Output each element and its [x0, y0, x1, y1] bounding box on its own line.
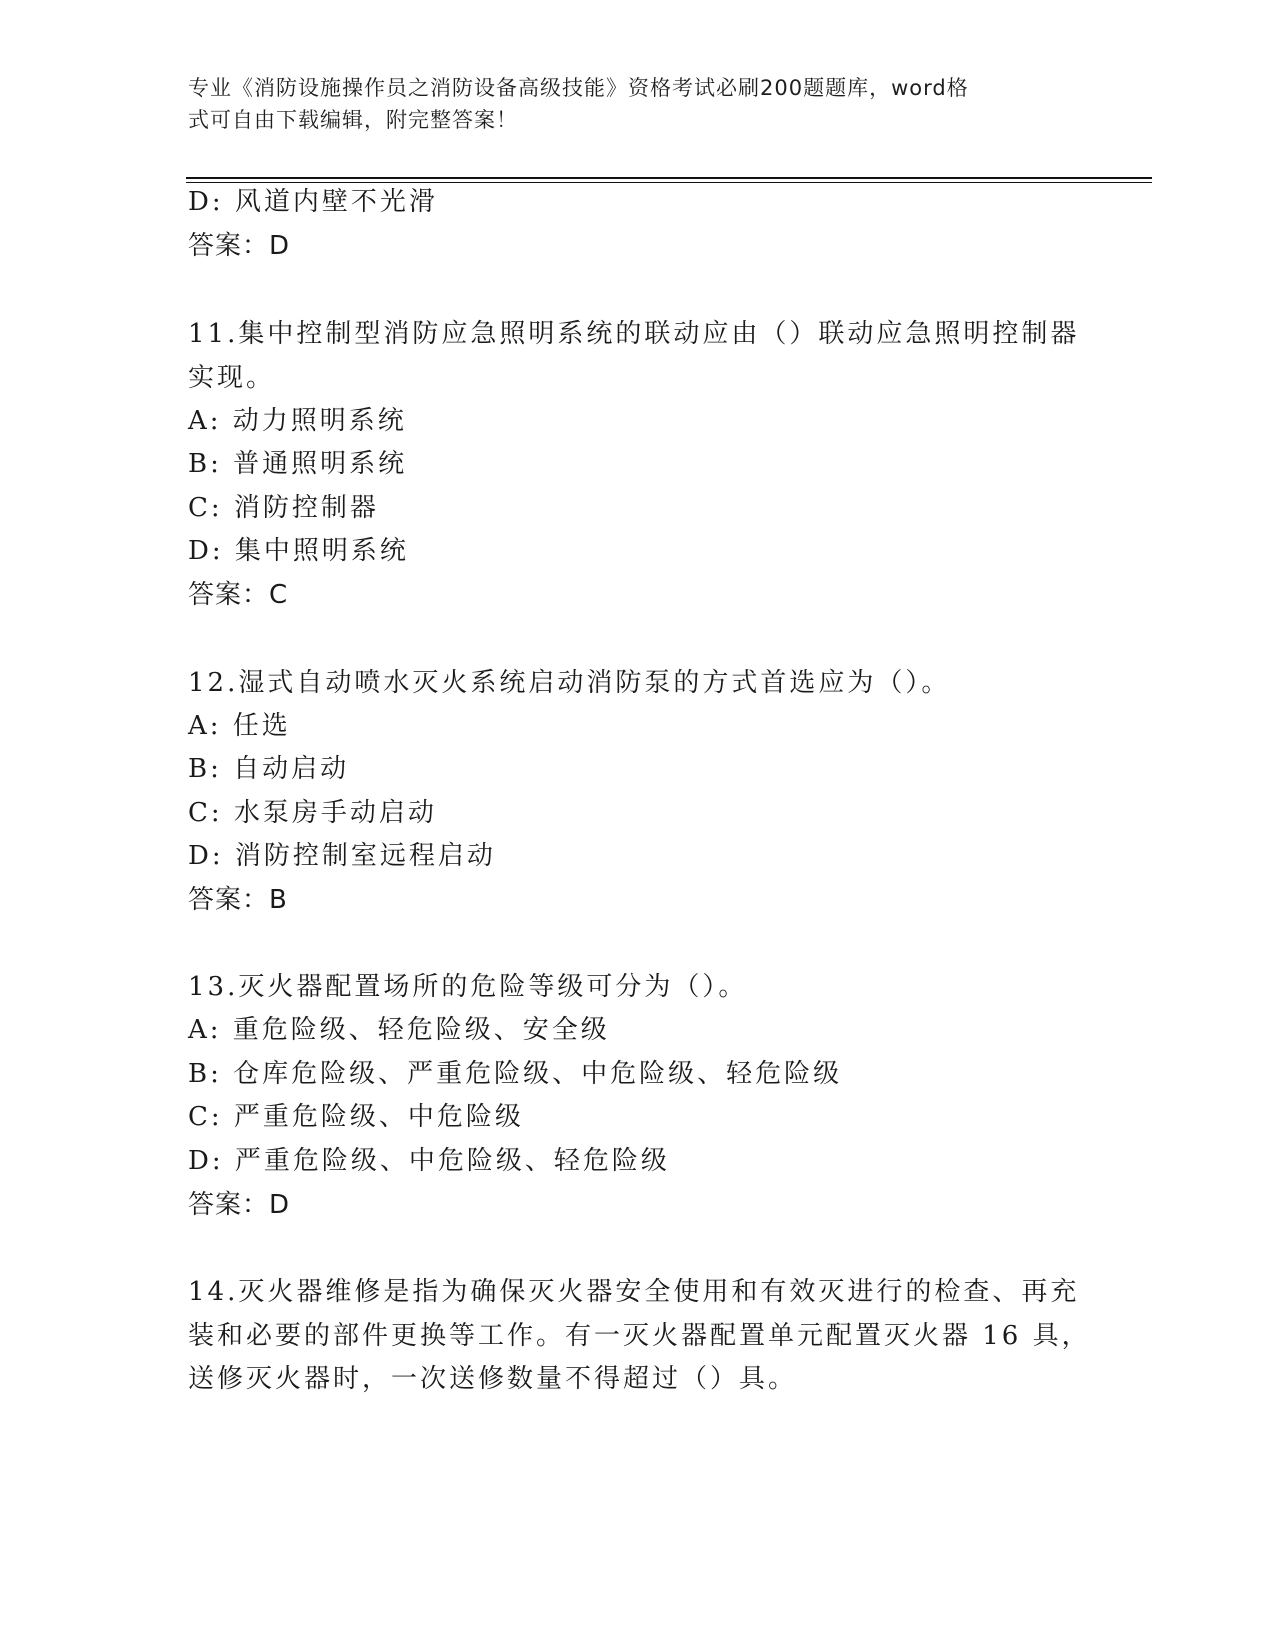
header-divider-thick [186, 177, 1152, 179]
q11-option-a: A: 动力照明系统 [188, 406, 407, 436]
q13-option-b: B: 仓库危险级、严重危险级、中危险级、轻危险级 [188, 1059, 843, 1089]
q12-answer: 答案：B [188, 885, 288, 915]
q12-option-a: A: 任选 [188, 711, 291, 741]
header-divider-thin [186, 182, 1152, 183]
q13-option-c: C: 严重危险级、中危险级 [188, 1102, 524, 1132]
q12-option-c: C: 水泵房手动启动 [188, 798, 437, 828]
q13-option-d: D: 严重危险级、中危险级、轻危险级 [188, 1146, 670, 1176]
q11-option-d: D: 集中照明系统 [188, 536, 409, 566]
q14-stem-line-2: 装和必要的部件更换等工作。有一灭火器配置单元配置灭火器 16 具， [188, 1321, 1091, 1351]
q14-stem-line-1: 14.灭火器维修是指为确保灭火器安全使用和有效灭进行的检查、再充 [188, 1277, 1080, 1307]
q12-option-d: D: 消防控制室远程启动 [188, 841, 496, 871]
q14-stem-line-3: 送修灭火器时，一次送修数量不得超过（）具。 [188, 1364, 798, 1394]
q11-option-c: C: 消防控制器 [188, 493, 379, 523]
prev-option-d: D: 风道内壁不光滑 [188, 187, 438, 217]
q11-option-b: B: 普通照明系统 [188, 449, 408, 479]
q13-answer: 答案：D [188, 1190, 291, 1220]
q13-stem-line-1: 13.灭火器配置场所的危险等级可分为（）。 [188, 972, 748, 1002]
q11-stem-line-1: 11.集中控制型消防应急照明系统的联动应由（）联动应急照明控制器 [188, 319, 1080, 349]
q12-stem-line-1: 12.湿式自动喷水灭火系统启动消防泵的方式首选应为（）。 [188, 668, 951, 698]
q12-option-b: B: 自动启动 [188, 754, 350, 784]
header-line-2: 式可自由下载编辑，附完整答案！ [188, 108, 518, 132]
prev-answer: 答案：D [188, 231, 291, 261]
document-header [188, 72, 1068, 136]
q11-stem-line-2: 实现。 [188, 363, 276, 393]
header-line-1: 专业《消防设施操作员之消防设备高级技能》资格考试必刷200题题库，word格 [188, 76, 969, 100]
q13-option-a: A: 重危险级、轻危险级、安全级 [188, 1015, 610, 1045]
q11-answer: 答案：C [188, 580, 289, 610]
